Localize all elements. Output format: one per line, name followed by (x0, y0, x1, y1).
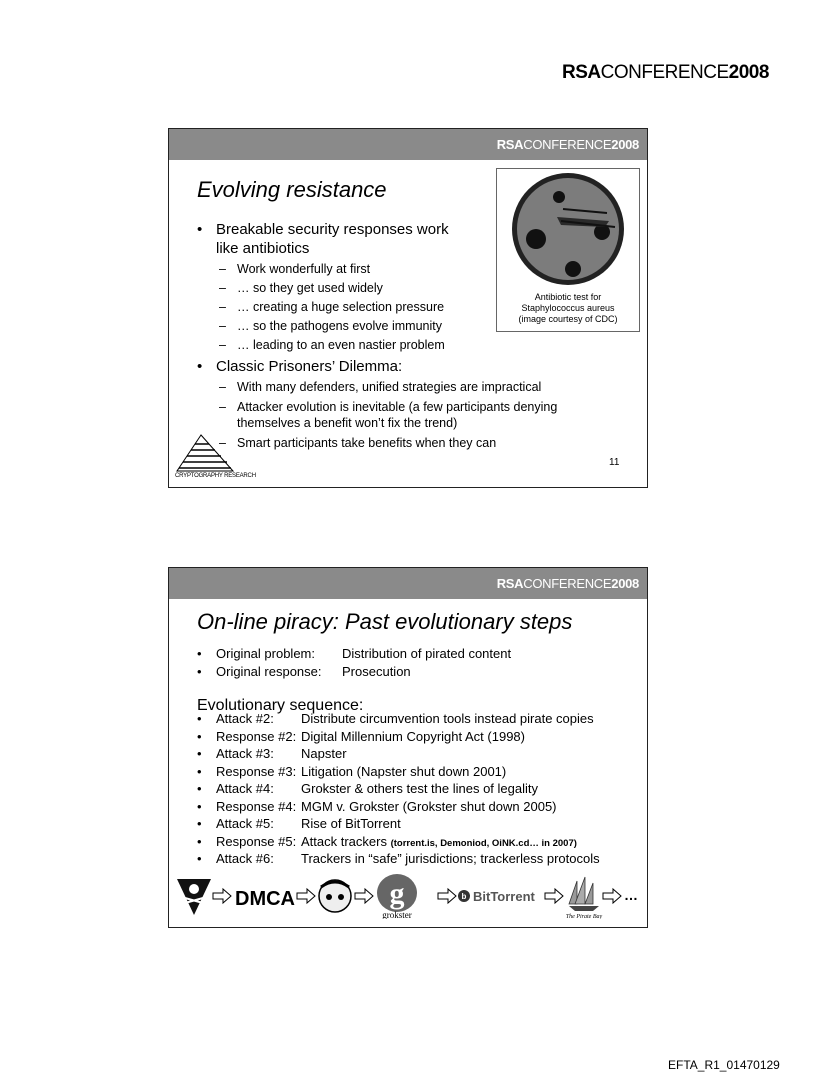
napster-cat-icon (319, 880, 351, 912)
dmca-label: DMCA (235, 888, 295, 910)
slide-rsa-logo: RSACONFERENCE2008 (496, 576, 639, 591)
grokster-label: grokster (382, 910, 412, 919)
bittorrent-logo-icon (458, 890, 470, 902)
arrow-right-icon (213, 889, 231, 903)
svg-text:b: b (461, 892, 467, 901)
slide-title: On-line piracy: Past evolutionary steps (197, 609, 573, 634)
slide-header-bar (169, 568, 647, 599)
document-id-footer: EFTA_R1_01470129 (668, 1058, 780, 1072)
slide-online-piracy: RSACONFERENCE2008 On-line piracy: Past evolutionary steps • Original problem: Distribution of pirated content • Original response: Prosecution Evolutionary sequence: • Attack #2: Distribute circumvention tools instead pirate copies • Response #2: Digital Millennium Copyright Act (1998) • Attack #3: Napster • Response #3: Litigation (Napster shut down 2001) • Attack #4: Grokster & others test the lines of legality • Response #4: MGM v. Grokster (Grokster shut down 2005) • Attack #5: Rise of BitTorrent • Response #5: Attack trackers (torrent.is, Demoniod, OiNK.cd… in 2007) • Attack #6: Trackers in “safe” jurisdictions; trackerless protocols DMCA g grokster b BitTorrent The Pirate Bay … (168, 567, 648, 928)
arrow-right-icon (355, 889, 373, 903)
cryptography-research-logo: CRYPTOGRAPHY RESEARCH (175, 433, 235, 478)
ellipsis-label: … (624, 887, 638, 903)
pirate-skull-icon (177, 879, 211, 915)
slide-evolving-resistance: RSACONFERENCE2008 Evolving resistance • Breakable security responses work like antibiotics – Work wonderfully at first – … so they get used widely – … creating a huge selection pressure – … so the pathogens evolve immunity – … leading to an even nastier problem • Classic Prisoners’ Dilemma: – With many defenders, unified strategies are impractical – Attacker evolution is inevitable (a few participants denying themselves a benefit won’t fix the trend) – Smart participants take benefits when they can Antibiotic test for Staphylococcus aureus (image courtesy of CDC) CRYPTOGRAPHY RESEARCH 11 (168, 128, 648, 488)
svg-text:g: g (389, 877, 405, 910)
evolutionary-sequence-heading: Evolutionary sequence: (197, 697, 364, 714)
pirate-ship-icon (569, 877, 599, 911)
arrow-right-icon (297, 889, 315, 903)
petri-dish-figure (496, 168, 640, 332)
grokster-logo-icon (377, 874, 417, 912)
arrow-right-icon (545, 889, 563, 903)
bittorrent-label: BitTorrent (473, 889, 535, 904)
slide-number: 11 (609, 457, 620, 468)
evolution-icon-strip (175, 873, 641, 919)
slide-rsa-logo: RSACONFERENCE2008 (496, 137, 639, 152)
arrow-right-icon (603, 889, 621, 903)
slide-title: Evolving resistance (197, 177, 387, 202)
page-rsa-logo: RSACONFERENCE2008 (562, 62, 769, 83)
petri-dish-image (497, 169, 639, 291)
image-caption: Antibiotic test for Staphylococcus aureus (image courtesy of CDC) (518, 292, 618, 324)
arrow-right-icon (438, 889, 456, 903)
slide-header-bar (169, 129, 647, 160)
pyramid-icon (175, 433, 235, 473)
pirate-bay-label: The Pirate Bay (565, 914, 603, 919)
